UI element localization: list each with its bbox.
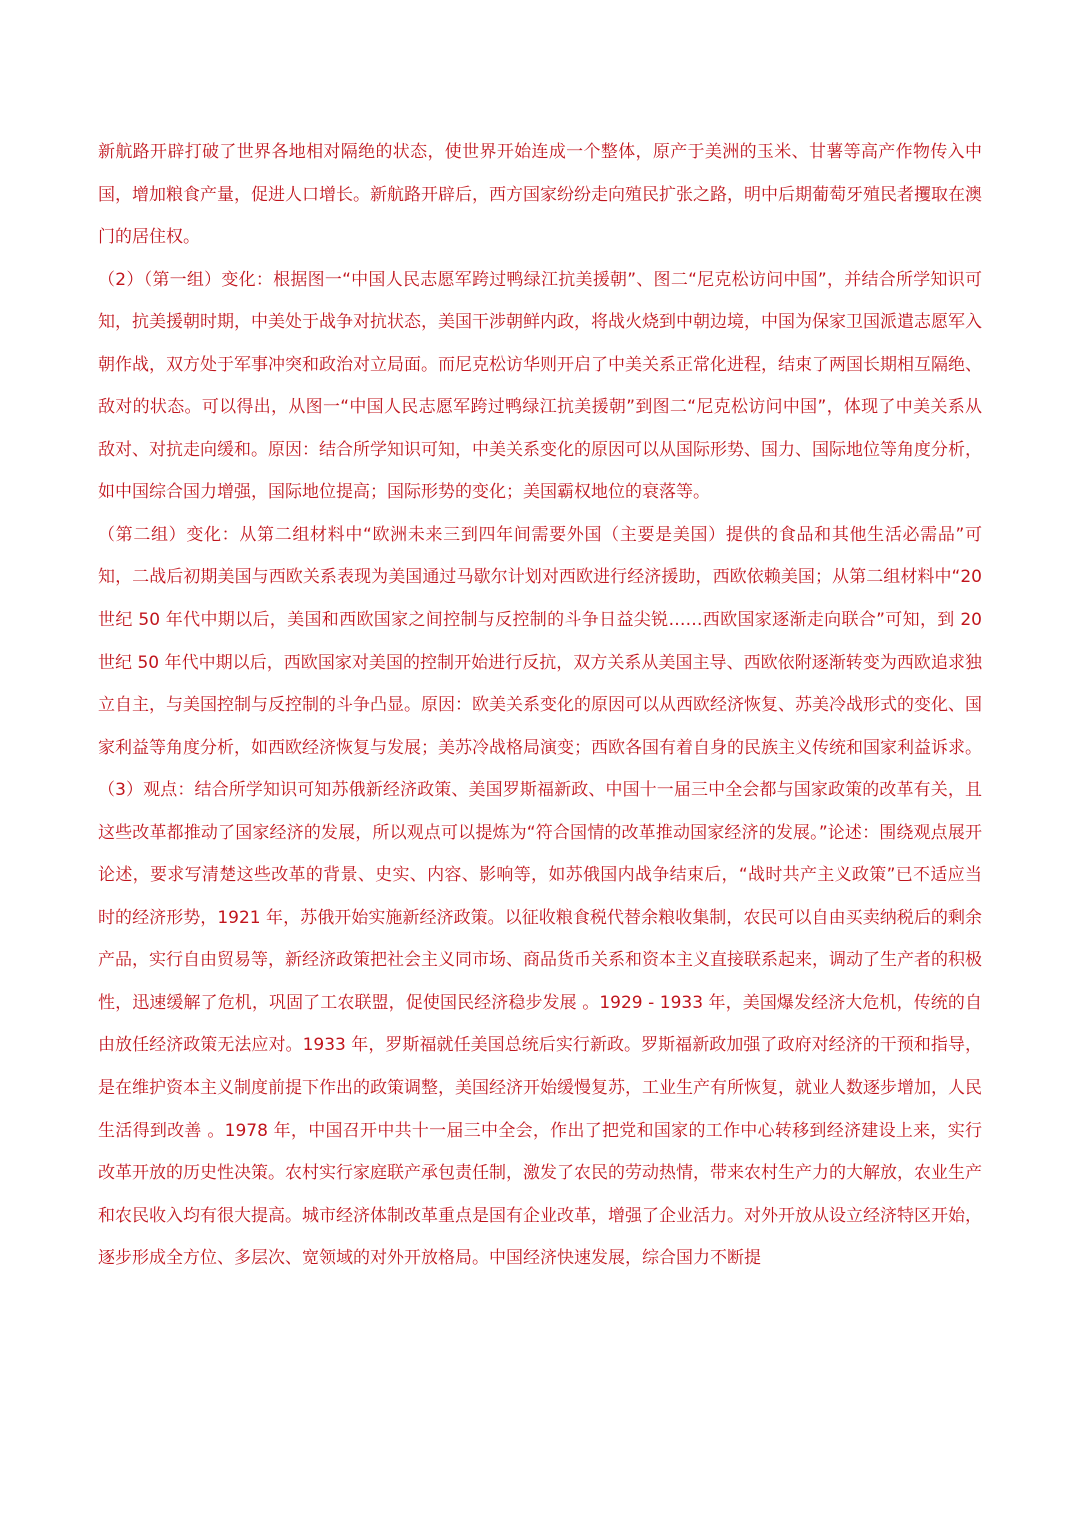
answer-page (98, 131, 982, 1280)
paragraph-group-two-us-western-europe: （第二组）变化：从第二组材料中“欧洲未来三到四年间需要外国（主要是美国）提供的食品和其他生活必需品”可知，二战后初期美国与西欧关系表现为美国通过马歇尔计划对西欧进行经济援助，西欧依赖美国；从第二组材料中“20 世纪 50 年代中期以后，美国和西欧国家之间控制与反控制的斗争日益尖锐……西欧国家逐渐走向联合”可知，到 20 世纪 50 年代中期以后，西欧国家对美国的控制开始进行反抗，双方关系从美国主导、西欧依附逐渐转变为西欧追求独立自主，与美国控制与反控制的斗争凸显。原因：欧美关系变化的原因可以从西欧经济恢复、苏美冷战形式的变化、国家利益等角度分析，如西欧经济恢复与发展；美苏冷战格局演变；西欧各国有着自身的民族主义传统和国家利益诉求。 (98, 524, 982, 758)
paragraph-question-three-reforms: （3）观点：结合所学知识可知苏俄新经济政策、美国罗斯福新政、中国十一届三中全会都与国家政策的改革有关，且这些改革都推动了国家经济的发展，所以观点可以提炼为“符合国情的改革推动国家经济的发展。”论述：围绕观点展开论述，要求写清楚这些改革的背景、史实、内容、影响等，如苏俄国内战争结束后，“战时共产主义政策”已不适应当时的经济形势，1921 年，苏俄开始实施新经济政策。以征收粮食税代替余粮收集制，农民可以自由买卖纳税后的剩余产品，实行自由贸易等，新经济政策把社会主义同市场、商品货币关系和资本主义直接联系起来，调动了生产者的积极性，迅速缓解了危机，巩固了工农联盟，促使国民经济稳步发展 。1929 - 1933 年，美国爆发经济大危机，传统的自由放任经济政策无法应对。1933 年，罗斯福就任美国总统后实行新政。罗斯福新政加强了政府对经济的干预和指导，是在维护资本主义制度前提下作出的政策调整，美国经济开始缓慢复苏，工业生产有所恢复，就业人数逐步增加，人民生活得到改善 。1978 年，中国召开中共十一届三中全会，作出了把党和国家的工作中心转移到经济建设上来，实行改革开放的历史性决策。农村实行家庭联产承包责任制，激发了农民的劳动热情，带来农村生产力的大解放，农业生产和农民收入均有很大提高。城市经济体制改革重点是国有企业改革，增强了企业活力。对外开放从设立经济特区开始，逐步形成全方位、多层次、宽领域的对外开放格局。中国经济快速发展，综合国力不断提 (98, 780, 982, 1269)
paragraph-group-one-sino-us: （2）（第一组）变化：根据图一“中国人民志愿军跨过鸭绿江抗美援朝”、图二“尼克松访问中国”，并结合所学知识可知，抗美援朝时期，中美处于战争对抗状态，美国干涉朝鲜内政，将战火烧到中朝边境，中国为保家卫国派遣志愿军入朝作战，双方处于军事冲突和政治对立局面。而尼克松访华则开启了中美关系正常化进程，结束了两国长期相互隔绝、敌对的状态。可以得出，从图一“中国人民志愿军跨过鸭绿江抗美援朝”到图二“尼克松访问中国”，体现了中美关系从敌对、对抗走向缓和。原因：结合所学知识可知，中美关系变化的原因可以从国际形势、国力、国际地位等角度分析，如中国综合国力增强，国际地位提高；国际形势的变化；美国霸权地位的衰落等。 (98, 269, 982, 503)
paragraph-new-sea-routes: 新航路开辟打破了世界各地相对隔绝的状态，使世界开始连成一个整体，原产于美洲的玉米、甘薯等高产作物传入中国，增加粮食产量，促进人口增长。新航路开辟后，西方国家纷纷走向殖民扩张之路，明中后期葡萄牙殖民者攫取在澳门的居住权。 (98, 142, 982, 248)
